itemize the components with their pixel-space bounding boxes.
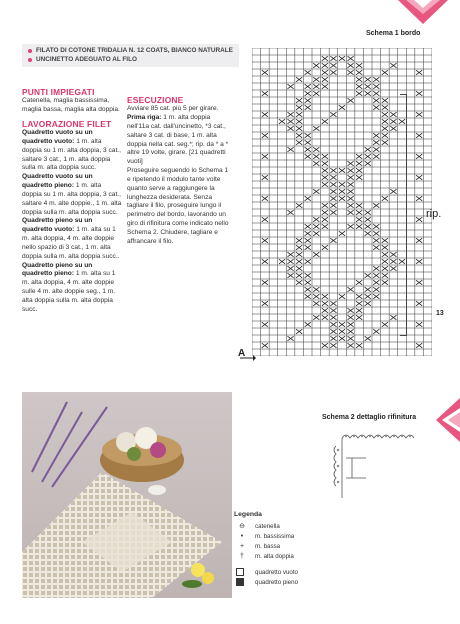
filled-square-icon: [234, 578, 250, 586]
material-hook: UNCINETTO ADEGUATO AL FILO: [36, 55, 137, 63]
single-crochet-icon: +: [239, 542, 245, 550]
bullet-icon: [28, 58, 32, 62]
lavorazione-heading: LAVORAZIONE FILET: [22, 118, 112, 129]
legend-item: [234, 521, 434, 531]
p1-text: 1 m. alta doppia su 1 m. alta doppia, 3 cat., saltare 3 cat., 1 m. alta doppia sulla m. alta doppia succ.: [22, 137, 121, 172]
doily-photo: [22, 392, 232, 598]
rip-label: rip.: [426, 208, 442, 220]
legend-item: [234, 551, 434, 561]
chart2-title: Schema 2 dettaglio rifinitura: [322, 414, 417, 421]
p4-text: 1 m. alta su 1 m. alta doppia, 4 m. alte doppie sulle 4 m. alte doppie seg., 1 m. alta doppia sulla m. alta doppia succ.: [22, 270, 116, 313]
empty-square-icon: [234, 568, 250, 576]
materials-panel: [22, 44, 239, 67]
p2-title: Quadretto vuoto su un quadretto pieno:: [22, 173, 93, 190]
finishing-detail-chart: [318, 428, 438, 508]
chevron-decoration-side: [436, 398, 460, 468]
legend-label: quadretto pieno: [255, 578, 299, 586]
legend-item: [234, 541, 434, 551]
bullet-icon: [28, 49, 32, 53]
slip-stitch-icon: •: [240, 532, 244, 540]
legend-item: [234, 577, 434, 587]
esecuzione-intro: Avviare 85 cat. più 5 per girare.: [127, 105, 219, 113]
lavorazione-p2: [22, 173, 122, 217]
esecuzione-heading: ESECUZIONE: [127, 95, 184, 105]
treble-icon: †: [240, 552, 244, 560]
legend-label: quadretto vuoto: [255, 568, 299, 576]
start-marker: A: [238, 348, 246, 359]
p4-title: Quadretto pieno su un quadretto pieno:: [22, 261, 93, 278]
esecuzione-rest: Proseguire seguendo lo Schema 1 e ripetendo il modulo tante volte quanto serve a raggiungere la lunghezza desiderata. Senza tagliare il filo, proseguire lungo il perimetro del bordo, lavorando un giro di rifinitura come indicato nello Schema 2. Chiudere, tagliare e affrancare il filo.: [127, 167, 229, 245]
lavorazione-p1: [22, 129, 122, 173]
instructions-column-left: [22, 88, 122, 315]
p1-title: Quadretto vuoto su un quadretto vuoto:: [22, 129, 93, 145]
start-arrow-icon: [240, 355, 256, 361]
punti-text: Catenella, maglia bassissima, maglia bassa, maglia alta doppia.: [22, 97, 120, 114]
legend-item: [234, 531, 434, 541]
legend-label: m. bassissima: [255, 532, 295, 540]
prima-text: 1 m. alta doppia nell'11a cat. dall'uncinetto, *3 cat., saltare 3 cat. di base, 1 m. alta doppia nella cat. seg.*; rip. da * a * altre 19 volte, girare. [21 quadretti vuoti]: [127, 114, 229, 166]
legend-title: Legenda: [234, 511, 262, 518]
p2-text: 1 m. alta doppia su 1 m. alta doppia, 3 cat., saltare 4 m. alte doppie., 1 m. alta doppia sulla m. alta doppia succ.: [22, 182, 122, 216]
chevron-decoration: [398, 0, 448, 26]
legend-item: [234, 567, 434, 577]
lavorazione-p3: [22, 217, 122, 261]
esecuzione-prima-riga: [127, 114, 230, 167]
lavorazione-p4: [22, 262, 122, 315]
material-yarn: FILATO DI COTONE TRIDALIA N. 12 COATS, BIANCO NATURALE: [36, 47, 233, 54]
punti-heading: PUNTI IMPIEGATI: [22, 87, 95, 97]
legend: [234, 511, 434, 587]
p3-text: 1 m. alta su 1 m. alta doppia, 4 m. alte doppie nello spazio di 3 cat., 1 m. alta doppia sulla m. alta doppia succ..: [22, 226, 120, 260]
legend-label: catenella: [255, 522, 280, 530]
page-number: 13: [436, 310, 444, 317]
p3-title: Quadretto pieno su un quadretto vuoto:: [22, 217, 93, 234]
legend-label: m. alta doppia: [255, 552, 294, 560]
prima-title: Prima riga:: [127, 114, 162, 122]
chain-icon: ⊖: [239, 523, 245, 530]
legend-label: m. bassa: [255, 542, 281, 550]
repeat-bracket: [400, 94, 407, 336]
instructions-column-right: [127, 96, 230, 246]
chart1-title: Schema 1 bordo: [366, 30, 421, 37]
